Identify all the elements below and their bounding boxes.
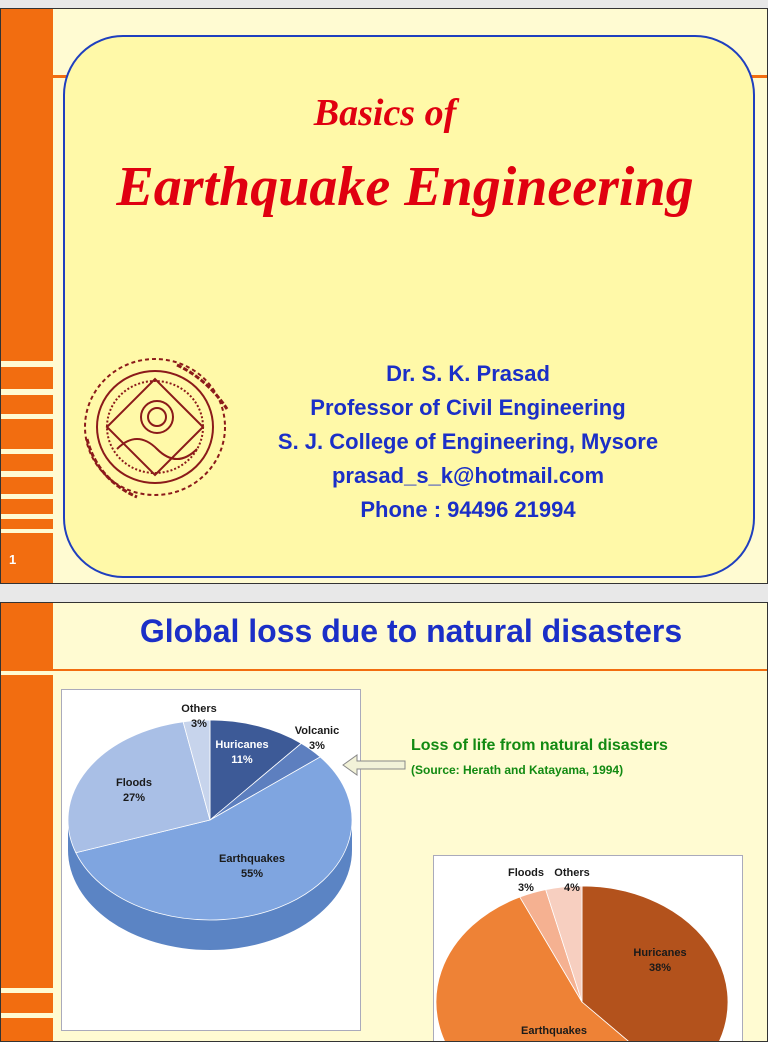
disaster-loss-slide	[0, 602, 768, 1042]
pie-label-volcanic: Volcanic	[294, 725, 340, 737]
college-emblem-icon	[77, 339, 239, 509]
left-accent-bar	[1, 603, 53, 1041]
bar-stripe	[1, 1013, 53, 1018]
slide-number: 1	[9, 552, 17, 567]
chart-caption: Loss of life from natural disasters	[411, 737, 668, 754]
pie-value-volcanic: 3%	[309, 740, 325, 752]
bar-stripe	[1, 494, 53, 499]
pie-label-floods: Floods	[507, 867, 545, 879]
pie-label-others: Others	[554, 867, 590, 879]
bar-stripe	[1, 671, 53, 675]
author-phone: Phone : 94496 21994	[360, 497, 576, 522]
bar-stripe	[1, 514, 53, 519]
pie-label-huricanes: Huricanes	[633, 947, 687, 959]
title-rule	[53, 669, 768, 671]
author-email: prasad_s_k@hotmail.com	[331, 463, 605, 488]
chart-loss-of-life	[61, 689, 361, 1031]
pie-chart-2	[434, 856, 742, 1042]
author-institution: S. J. College of Engineering, Mysore	[277, 429, 659, 454]
pie-value-floods: 3%	[518, 882, 534, 894]
pie-label-earthquakes: Earthquakes	[218, 853, 286, 865]
bar-stripe	[1, 529, 53, 533]
arrow-icon	[341, 753, 407, 777]
chart-economic-loss	[433, 855, 743, 1042]
slide-title: Global loss due to natural disasters	[139, 613, 683, 649]
bar-stripe	[1, 389, 53, 395]
pie-value-huricanes: 38%	[648, 962, 672, 974]
bar-stripe	[1, 988, 53, 993]
bar-stripe	[1, 361, 53, 367]
pie-label-floods: Floods	[115, 777, 153, 789]
bar-stripe	[1, 414, 53, 419]
pie-value-earthquakes: 55%	[240, 868, 264, 880]
pie-chart-1	[62, 690, 360, 1030]
title-slide	[0, 8, 768, 584]
pie-value-huricanes: 11%	[231, 754, 253, 766]
title-small: Basics of	[313, 92, 457, 134]
author-position: Professor of Civil Engineering	[310, 395, 626, 420]
author-name: Dr. S. K. Prasad	[386, 361, 550, 386]
author-info	[231, 357, 705, 527]
bar-stripe	[1, 471, 53, 477]
pie-label-huricanes: Huricanes	[215, 739, 269, 751]
pie-value-floods: 27%	[122, 792, 146, 804]
title-large: Earthquake Engineering	[116, 156, 694, 218]
pie-label-others: Others	[181, 703, 217, 715]
pie-label-earthquakes: Earthquakes	[520, 1025, 588, 1037]
chart-source: (Source: Herath and Katayama, 1994)	[411, 763, 624, 777]
bar-stripe	[1, 449, 53, 454]
pie-value-others: 3%	[191, 718, 207, 730]
pie-value-others: 4%	[564, 882, 580, 894]
